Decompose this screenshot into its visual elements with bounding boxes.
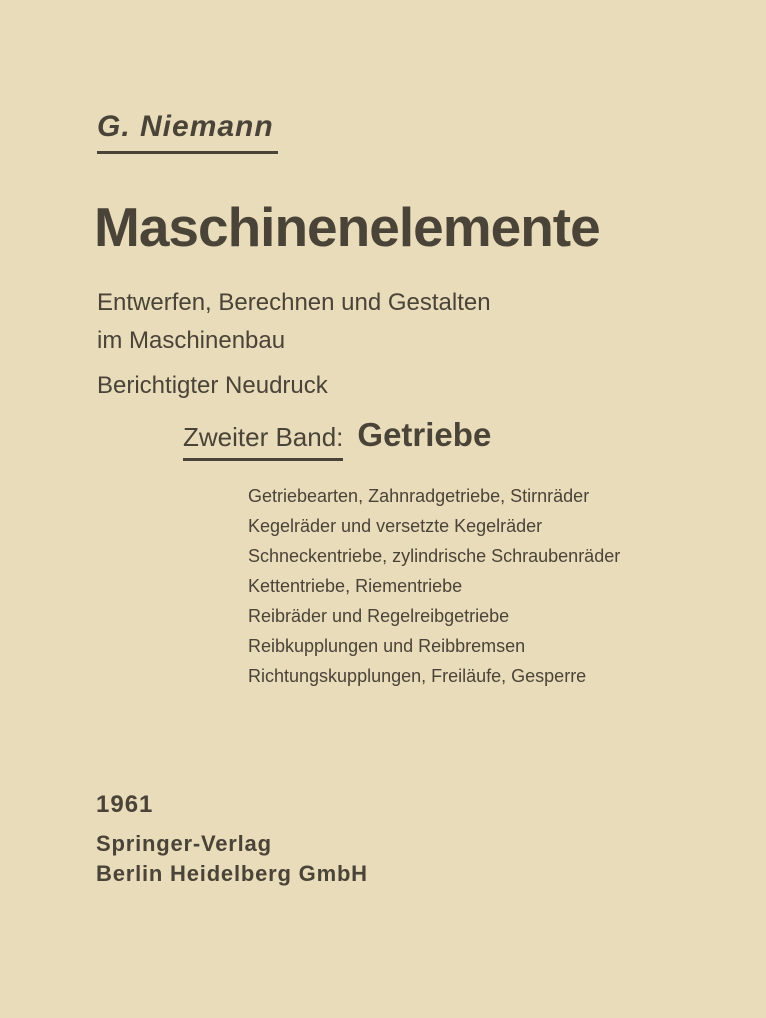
topic-item: Richtungskupplungen, Freiläufe, Gesperre — [248, 666, 587, 686]
topic-item: Reibräder und Regelreibgetriebe — [248, 606, 510, 626]
publisher-location: Berlin Heidelberg GmbH — [96, 861, 368, 886]
publisher-block — [96, 829, 368, 889]
publication-year: 1961 — [96, 791, 154, 818]
author-name-underlined: G. Niemann — [97, 110, 278, 154]
publisher-name: Springer-Verlag — [96, 831, 272, 856]
topic-item: Schneckentriebe, zylindrische Schraubenräder — [248, 546, 621, 566]
topic-item: Getriebearten, Zahnradgetriebe, Stirnräder — [248, 486, 590, 506]
volume-title: Getriebe — [357, 416, 492, 453]
volume-row — [183, 418, 491, 461]
topic-list — [248, 481, 620, 691]
topic-item: Kettentriebe, Riementriebe — [248, 576, 463, 596]
volume-label: Zweiter Band: — [183, 422, 343, 461]
subtitle-line-2: im Maschinenbau — [97, 327, 286, 354]
book-title: Maschinenelemente — [94, 196, 600, 258]
author-name — [97, 110, 278, 154]
subtitle-line-1: Entwerfen, Berechnen und Gestalten — [97, 289, 491, 316]
edition-note: Berichtigter Neudruck — [97, 372, 328, 399]
topic-item: Reibkupplungen und Reibbremsen — [248, 636, 526, 656]
topic-item: Kegelräder und versetzte Kegelräder — [248, 516, 543, 536]
